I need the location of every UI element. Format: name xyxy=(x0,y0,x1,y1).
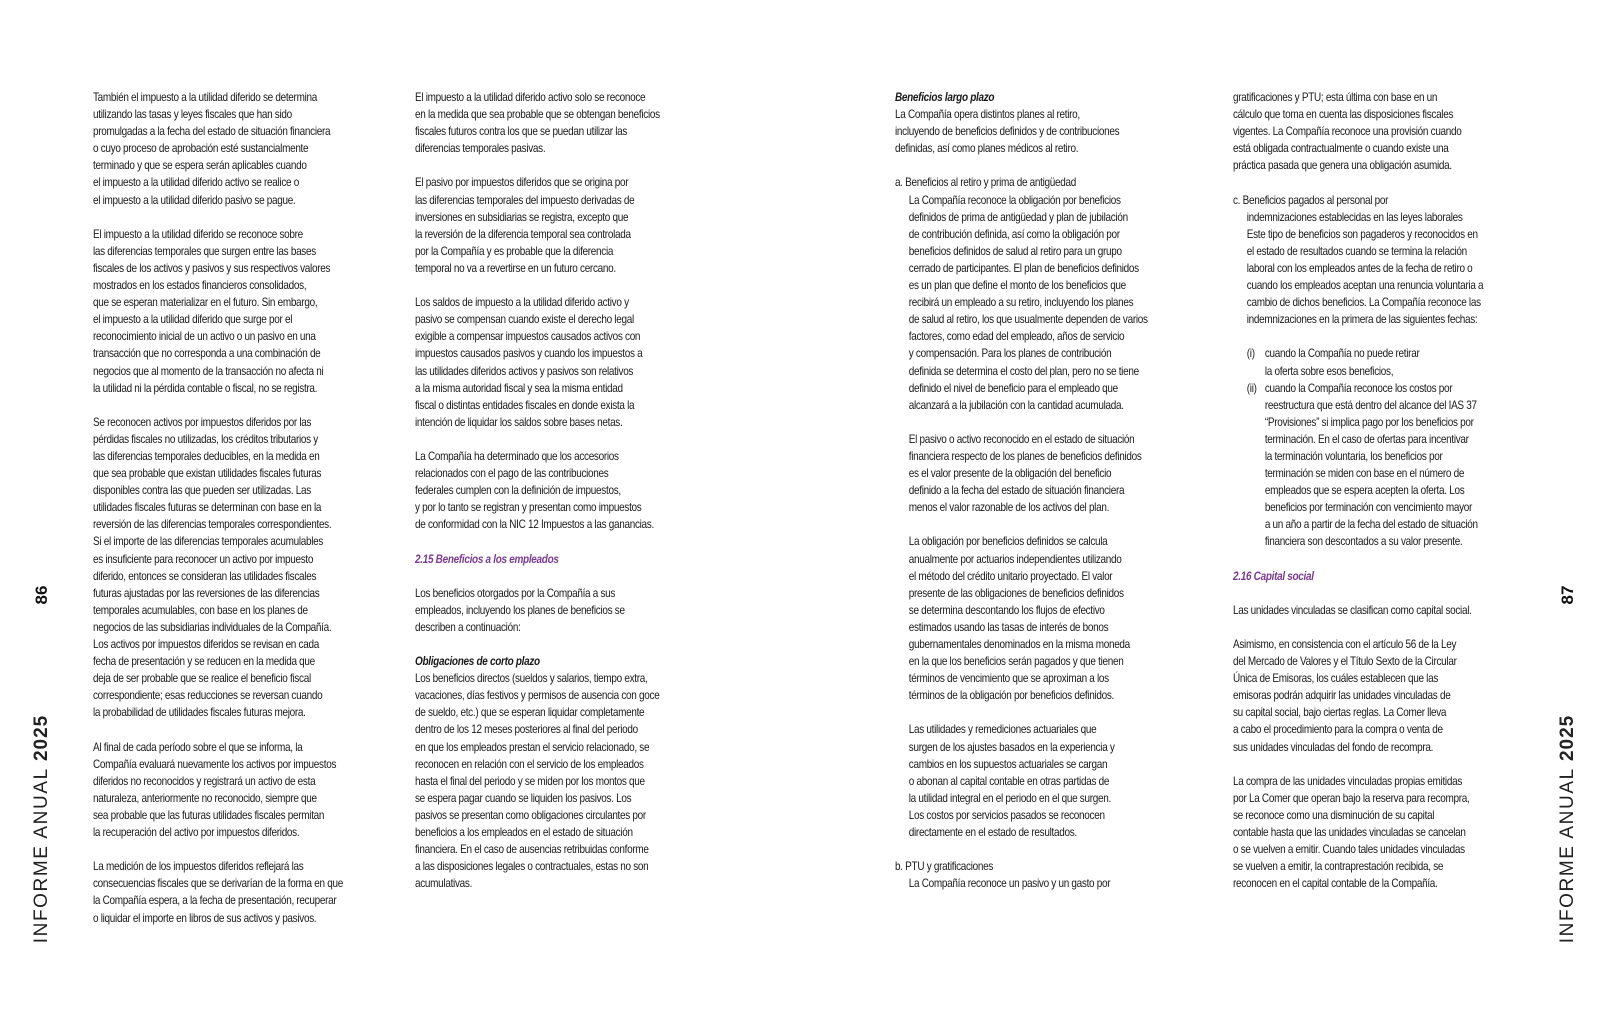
text-line: las diferencias temporales que surgen entre las bases xyxy=(93,244,316,258)
text-line: El impuesto a la utilidad diferido activo solo se reconoce xyxy=(415,91,646,104)
text-line: es insuficiente para reconocer un activo por impuesto xyxy=(93,552,314,566)
text-line: cálculo que toma en cuenta las disposiciones fiscales xyxy=(1233,108,1454,122)
text-line: financiera. En el caso de ausencias retribuidas conforme xyxy=(415,843,649,857)
text-line: sus unidades vinculadas del fondo de recompra. xyxy=(1233,740,1434,754)
text-line: fiscales de los activos y pasivos y sus respectivos valores xyxy=(93,261,331,275)
text-line: Si el importe de las diferencias temporales acumulables xyxy=(93,535,324,549)
paragraph xyxy=(93,414,385,722)
column-1-body xyxy=(93,89,385,927)
text-line: o liquidar el importe en libros de sus activos y pasivos. xyxy=(93,911,317,925)
paragraph xyxy=(415,585,707,636)
text-line: fiscal o distintas entidades fiscales en donde exista la xyxy=(415,398,635,412)
text-line: términos de vencimiento que se aproximan a los xyxy=(908,672,1109,686)
report-title-label: INFORME ANUAL xyxy=(1557,767,1578,944)
text-line: o abonan al capital contable en otras partidas de xyxy=(908,774,1110,788)
text-line: el impuesto a la utilidad diferido que surge por el xyxy=(93,313,293,327)
text-line: de salud al retiro, los que usualmente dependen de varios xyxy=(908,313,1148,327)
item-c-body xyxy=(1233,226,1530,329)
text-line: cuando la Compañía reconoce los costos por xyxy=(1264,381,1453,395)
paragraph xyxy=(93,226,385,397)
text-line: la Compañía espera, a la fecha de presentación, recuperar xyxy=(93,894,337,908)
text-line: cambio de dichos beneficios. La Compañía reconoce las xyxy=(1246,296,1481,310)
text-line: las diferencias temporales deducibles, en la medida en xyxy=(93,449,320,463)
capital-social-body xyxy=(1233,602,1530,893)
list-item xyxy=(1247,380,1530,551)
text-line: emisoras podrán adquirir las unidades vinculadas de xyxy=(1233,689,1451,703)
text-line: que se esperan materializar en el futuro. Sin embargo, xyxy=(93,296,318,310)
column-2-paragraphs xyxy=(415,89,707,533)
text-line: terminado y que se espera serán aplicables cuando xyxy=(93,159,307,173)
text-line: está obligada contractualmente o cuando existe una xyxy=(1233,142,1449,156)
text-line: la probabilidad de utilidades fiscales futuras mejora. xyxy=(93,706,306,720)
text-line: laboral con los empleados antes de la fecha de retiro o xyxy=(1246,261,1473,275)
text-line: cambios en los supuestos actuariales se cargan xyxy=(908,757,1108,771)
text-line: negocios que al momento de la transacción no afecta ni xyxy=(93,364,324,378)
text-line: diferidos no reconocidos y registrará un activo de esta xyxy=(93,774,316,788)
text-line: a la misma autoridad fiscal y sea la misma entidad xyxy=(415,381,623,395)
paragraph xyxy=(1233,602,1530,619)
list-marker: (ii) xyxy=(1246,381,1257,395)
text-line: exigible a compensar impuestos causados activos con xyxy=(415,330,641,344)
report-title-left xyxy=(31,715,53,943)
text-line: pérdidas fiscales no utilizadas, los créditos tributarios y xyxy=(93,432,318,446)
text-line: de contribución definida, así como la obligación por xyxy=(908,227,1120,241)
text-line: cerrado de participantes. El plan de beneficios definidos xyxy=(908,261,1139,275)
text-line: Los saldos de impuesto a la utilidad diferido activo y xyxy=(415,296,629,310)
text-line: Los beneficios otorgados por la Compañía a sus xyxy=(415,586,616,600)
page-number-right: 87 xyxy=(1558,585,1577,605)
report-title-year: 2025 xyxy=(1557,714,1578,762)
text-line: recibirá un empleado a su retiro, incluyendo los planes xyxy=(908,296,1134,310)
text-line: terminación se miden con base en el número de xyxy=(1264,467,1465,481)
text-line: la utilidad ni la pérdida contable o fiscal, no se registra. xyxy=(93,381,318,395)
paragraph xyxy=(93,858,385,926)
item-c-title-line-1: c. Beneficios pagados al personal por xyxy=(1233,193,1389,207)
text-line: sea probable que las futuras utilidades fiscales permitan xyxy=(93,808,325,822)
column-1 xyxy=(93,89,385,944)
text-line: Los activos por impuestos diferidos se revisan en cada xyxy=(93,638,319,651)
text-line: correspondiente; esas reducciones se reversan cuando xyxy=(93,689,323,703)
text-line: La obligación por beneficios definidos se calcula xyxy=(908,535,1108,549)
text-line: por la Compañía y es probable que la diferencia xyxy=(415,244,614,258)
text-line: beneficios definidos de salud al retiro para un grupo xyxy=(908,244,1122,258)
text-line: El pasivo por impuestos diferidos que se origina por xyxy=(415,176,629,190)
text-line: utilizando las tasas y leyes fiscales que han sido xyxy=(93,108,292,122)
text-line: intención de liquidar los saldos sobre bases netas. xyxy=(415,415,623,429)
text-line: indemnizaciones en la primera de las siguientes fechas: xyxy=(1246,313,1478,327)
text-line: el impuesto a la utilidad diferido activo se realice o xyxy=(93,176,299,190)
text-line: La Compañía reconoce un pasivo y un gasto por xyxy=(908,877,1111,891)
paragraph xyxy=(415,294,707,431)
text-line: Al final de cada período sobre el que se informa, la xyxy=(93,740,303,754)
text-line: dentro de los 12 meses posteriores al final del periodo xyxy=(415,723,638,737)
text-line: definidas, así como planes médicos al retiro. xyxy=(895,142,1079,156)
text-line: la reversión de la diferencia temporal sea controlada xyxy=(415,227,631,241)
paragraph xyxy=(93,89,385,209)
text-line: práctica pasada que genera una obligación asumida. xyxy=(1233,159,1452,173)
paragraph xyxy=(1233,773,1530,893)
page-number-left: 86 xyxy=(32,585,51,605)
column-4 xyxy=(1233,89,1530,910)
text-line: incluyendo de beneficios definidos y de contribuciones xyxy=(895,125,1120,139)
text-line: definida se determina el costo del plan, pero no se tiene xyxy=(908,364,1139,378)
text-line: factores, como edad del empleado, años de servicio xyxy=(908,330,1125,344)
text-line: estimados usando las tasas de interés de bonos xyxy=(908,620,1109,634)
text-line: que sea probable que existan utilidades fiscales futuras xyxy=(93,467,322,481)
paragraph xyxy=(909,533,1188,704)
text-line: vigentes. La Compañía reconoce una provisión cuando xyxy=(1233,125,1462,139)
text-line: el estado de resultados cuando se termina la relación xyxy=(1246,244,1467,258)
text-line: utilidades fiscales futuras se determinan con base en la xyxy=(93,501,322,515)
long-term-intro xyxy=(895,106,1187,157)
text-line: las diferencias temporales del impuesto derivadas de xyxy=(415,193,635,207)
text-line: por La Comer que operan bajo la reserva para recompra, xyxy=(1233,791,1470,805)
text-line: de sueldo, etc.) que se esperan liquidar completamente xyxy=(415,706,645,720)
paragraph xyxy=(415,174,707,277)
section-heading-2-15: 2.15 Beneficios a los empleados xyxy=(415,552,559,566)
item-c-title-line-2: indemnizaciones establecidas en las leyes laborales xyxy=(1246,210,1463,224)
text-line: La medición de los impuestos diferidos reflejará las xyxy=(93,860,304,874)
text-line: se espera pagar cuando se liquiden los pasivos. Los xyxy=(415,791,632,805)
list-marker: (i) xyxy=(1246,347,1255,361)
text-line: se vuelven a emitir, la contraprestación recibida, se xyxy=(1233,860,1444,874)
text-line: a cabo el procedimiento para la compra o venta de xyxy=(1233,723,1443,737)
text-line: la oferta sobre esos beneficios, xyxy=(1264,364,1394,378)
text-line: y por lo tanto se registran y presentan como impuestos xyxy=(415,501,642,515)
text-line: el impuesto a la utilidad diferido pasivo se pague. xyxy=(93,193,296,207)
text-line: hasta el final del periodo y se miden por los montos que xyxy=(415,774,645,788)
list-item xyxy=(1247,345,1530,379)
text-line: beneficios por terminación con vencimiento mayor xyxy=(1264,501,1473,515)
text-line: La compra de las unidades vinculadas propias emitidas xyxy=(1233,774,1463,788)
report-title-right xyxy=(1557,715,1579,943)
text-line: cuando la Compañía no puede retirar xyxy=(1264,347,1420,361)
text-line: beneficios a los empleados en el estado de situación xyxy=(415,826,633,840)
text-line: También el impuesto a la utilidad diferido se determina xyxy=(93,91,317,104)
text-line: Este tipo de beneficios son pagaderos y reconocidos en xyxy=(1246,227,1478,241)
text-line: reconocen en el capital contable de la Compañía. xyxy=(1233,877,1438,891)
paragraph xyxy=(909,192,1188,414)
text-line: gubernamentales denominados en la misma moneda xyxy=(908,638,1130,651)
section-heading-2-16: 2.16 Capital social xyxy=(1233,569,1314,583)
left-margin xyxy=(22,0,62,1035)
text-line: reversión de las diferencias temporales correspondientes. xyxy=(93,518,332,532)
text-line: consecuencias fiscales que se derivarían de la forma en que xyxy=(93,877,343,891)
text-line: fiscales futuros contra los que se puedan utilizar las xyxy=(415,125,628,139)
text-line: Compañía evaluará nuevamente los activos por impuestos xyxy=(93,757,337,771)
text-line: terminación. En el caso de ofertas para incentivar xyxy=(1264,432,1469,446)
subheading-short-term: Obligaciones de corto plazo xyxy=(415,655,540,669)
text-line: financiera respecto de los planes de beneficios definidos xyxy=(908,449,1142,463)
text-line: es el valor presente de la obligación del beneficio xyxy=(908,467,1112,481)
text-line: del Mercado de Valores y el Título Sexto de la Circular xyxy=(1233,655,1457,669)
column-2 xyxy=(415,89,707,910)
right-margin xyxy=(1548,0,1588,1035)
text-line: disponibles contra las que pueden ser utilizadas. Las xyxy=(93,484,311,498)
column-4-continuation xyxy=(1233,89,1530,174)
text-line: o cuyo proceso de aprobación esté sustancialmente xyxy=(93,142,309,156)
text-line: La Compañía opera distintos planes al retiro, xyxy=(895,108,1080,122)
text-line: Única de Emisoras, los cuáles establecen que las xyxy=(1233,672,1439,686)
text-line: términos de la obligación por beneficios definidos. xyxy=(908,689,1115,703)
text-line: negocios de las subsidiarias individuales de la Compañía. xyxy=(93,620,332,634)
text-line: la terminación voluntaria, los beneficios por xyxy=(1264,449,1443,463)
text-line: acumulativas. xyxy=(415,877,473,891)
text-line: diferido, entonces se consideran las utilidades fiscales xyxy=(93,569,317,583)
text-line: relacionados con el pago de las contribuciones xyxy=(415,467,609,481)
text-line: reconocimiento inicial de un activo o un pasivo en una xyxy=(93,330,316,344)
text-line: Asimismo, en consistencia con el artículo 56 de la Ley xyxy=(1233,638,1457,651)
text-line: El pasivo o activo reconocido en el estado de situación xyxy=(908,432,1135,446)
text-line: alcanzará a la jubilación con la cantidad acumulada. xyxy=(908,398,1124,412)
item-b-title: b. PTU y gratificaciones xyxy=(895,860,994,874)
text-line: transacción que no corresponda a una combinación de xyxy=(93,347,321,361)
text-line: naturaleza, anteriormente no reconocido, siempre que xyxy=(93,791,317,805)
paragraph xyxy=(909,721,1188,841)
text-line: definido a la fecha del estado de situación financiera xyxy=(908,484,1125,498)
text-line: El impuesto a la utilidad diferido se reconoce sobre xyxy=(93,227,303,241)
text-line: anualmente por actuarios independientes utilizando xyxy=(908,552,1122,566)
text-line: inversiones en subsidiarias se registra, excepto que xyxy=(415,210,629,224)
paragraph xyxy=(1233,636,1530,756)
text-line: definidos de prima de antigüedad y plan de jubilación xyxy=(908,210,1128,224)
text-line: Los costos por servicios pasados se reconocen xyxy=(908,808,1105,822)
text-line: describen a continuación: xyxy=(415,620,521,634)
paragraph xyxy=(415,89,707,157)
text-line: futuras ajustadas por las reversiones de las diferencias xyxy=(93,586,320,600)
text-line: directamente en el estado de resultados. xyxy=(908,826,1077,840)
text-line: Las unidades vinculadas se clasifican como capital social. xyxy=(1233,603,1472,617)
text-line: la utilidad integral en el periodo en el que surgen. xyxy=(908,791,1111,805)
report-title-label: INFORME ANUAL xyxy=(31,767,52,944)
text-line: diferencias temporales pasivas. xyxy=(415,142,546,156)
text-line: se reconoce como una disminución de su capital xyxy=(1233,808,1435,822)
paragraph xyxy=(93,739,385,842)
text-line: el método del crédito unitario proyectado. El valor xyxy=(908,569,1113,583)
text-line: fecha de presentación y se reducen en la medida que xyxy=(93,655,315,669)
item-a-body xyxy=(895,192,1187,842)
text-line: las utilidades diferidos activos y pasivos son relativos xyxy=(415,364,634,378)
text-line: empleados que se espera acepten la oferta. Los xyxy=(1264,484,1465,498)
text-line: menos el valor razonable de los activos del plan. xyxy=(908,501,1110,515)
column-3 xyxy=(895,89,1187,892)
text-line: deja de ser probable que se realice el beneficio fiscal xyxy=(93,672,311,686)
text-line: contable hasta que las unidades vinculadas se cancelan xyxy=(1233,826,1466,840)
text-line: o se vuelven a emitir. Cuando tales unidades vinculadas xyxy=(1233,843,1465,857)
text-line: Se reconocen activos por impuestos diferidos por las xyxy=(93,415,312,429)
text-line: cuando los empleados aceptan una renuncia voluntaria a xyxy=(1246,279,1484,293)
text-line: reestructura que está dentro del alcance del IAS 37 xyxy=(1264,398,1477,412)
text-line: gratificaciones y PTU; esta última con base en un xyxy=(1233,91,1438,104)
text-line: a las disposiciones legales o contractuales, estas no son xyxy=(415,860,649,874)
text-line: La Compañía reconoce la obligación por beneficios xyxy=(908,193,1121,207)
text-line: temporales acumulables, con base en los planes de xyxy=(93,603,308,617)
short-term-paragraph xyxy=(415,670,707,892)
text-line: en que los empleados prestan el servicio relacionado, se xyxy=(415,740,650,754)
text-line: en la medida que sea probable que se obtengan beneficios xyxy=(415,108,660,122)
text-line: promulgadas a la fecha del estado de situación financiera xyxy=(93,125,331,139)
text-line: Las utilidades y remediciones actuariales que xyxy=(908,723,1097,737)
text-line: su capital social, bajo ciertas reglas. La Comer lleva xyxy=(1233,706,1447,720)
text-line: en la que los beneficios serán pagados y que tienen xyxy=(908,655,1124,669)
text-line: pasivo se compensan cuando existe el derecho legal xyxy=(415,313,634,327)
text-line: es un plan que define el monto de los beneficios que xyxy=(908,279,1126,293)
text-line: de conformidad con la NIC 12 Impuestos a las ganancias. xyxy=(415,518,654,532)
item-c-list xyxy=(1233,345,1530,550)
text-line: federales cumplen con la definición de impuestos, xyxy=(415,484,621,498)
text-line: La Compañía ha determinado que los accesorios xyxy=(415,449,619,463)
text-line: impuestos causados pasivos y cuando los impuestos a xyxy=(415,347,643,361)
text-line: presente de las obligaciones de beneficios definidos xyxy=(908,586,1124,600)
report-title-year: 2025 xyxy=(31,714,52,762)
subheading-long-term: Beneficios largo plazo xyxy=(895,91,995,104)
text-line: financiera son descontados a su valor presente. xyxy=(1264,535,1463,549)
text-line: pasivos se presentan como obligaciones circulantes por xyxy=(415,808,646,822)
text-line: vacaciones, días festivos y permisos de ausencia con goce xyxy=(415,689,660,703)
text-line: Los beneficios directos (sueldos y salarios, tiempo extra, xyxy=(415,672,648,686)
text-line: temporal no va a revertirse en un futuro cercano. xyxy=(415,261,616,275)
text-line: mostrados en los estados financieros consolidados, xyxy=(93,279,307,293)
item-a-title: a. Beneficios al retiro y prima de antigüedad xyxy=(895,176,1077,190)
text-line: surgen de los ajustes basados en la experiencia y xyxy=(908,740,1115,754)
text-line: y compensación. Para los planes de contribución xyxy=(908,347,1112,361)
text-line: reconocen en relación con el servicio de los empleados xyxy=(415,757,644,771)
paragraph xyxy=(909,431,1188,516)
item-b-body xyxy=(895,875,1187,892)
paragraph xyxy=(415,448,707,533)
text-line: empleados, incluyendo los planes de beneficios se xyxy=(415,603,625,617)
text-line: la recuperación del activo por impuestos diferidos. xyxy=(93,826,300,840)
text-line: se determina descontando los flujos de efectivo xyxy=(908,603,1105,617)
text-line: a un año a partir de la fecha del estado de situación xyxy=(1264,518,1478,532)
column-2-intro xyxy=(415,585,707,636)
text-line: definido el nivel de beneficio para el empleado que xyxy=(908,381,1118,395)
text-line: “Provisiones” si implica pago por los beneficios por xyxy=(1264,415,1474,429)
